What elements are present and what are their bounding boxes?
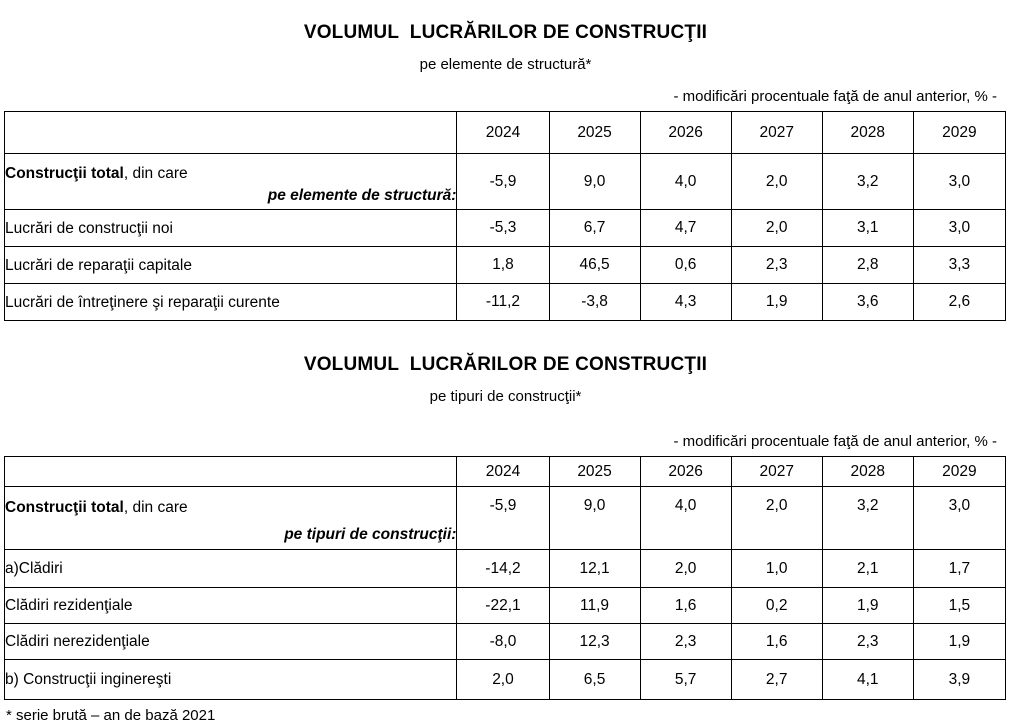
row-label-cladiri: a)Clădiri <box>5 550 457 588</box>
cell-rezidentiale-2029: 1,5 <box>913 588 1005 624</box>
cell-nerezidentiale-2028: 2,3 <box>822 624 913 660</box>
section-elemente-de-structura <box>0 0 1011 321</box>
cell-total-2028: 3,2 <box>822 154 913 210</box>
cell-total-2027: 2,0 <box>731 154 822 210</box>
cell-capitale-2026: 0,6 <box>640 247 731 284</box>
cell-total-2028: 3,2 <box>822 487 913 550</box>
cell-nerezidentiale-2029: 1,9 <box>913 624 1005 660</box>
table-row <box>5 487 1006 550</box>
cell-noi-2026: 4,7 <box>640 210 731 247</box>
section1-units-note: - modificări procentuale faţă de anul anterior, % - <box>673 88 997 105</box>
cell-rezidentiale-2028: 1,9 <box>822 588 913 624</box>
cell-cladiri-2026: 2,0 <box>640 550 731 588</box>
cell-rezidentiale-2027: 0,2 <box>731 588 822 624</box>
cell-total-2026: 4,0 <box>640 487 731 550</box>
row-label-total-subtitle: pe tipuri de construcţii: <box>284 526 457 543</box>
cell-noi-2025: 6,7 <box>549 210 640 247</box>
cell-rezidentiale-2026: 1,6 <box>640 588 731 624</box>
year-header-2025: 2025 <box>549 457 640 487</box>
row-label-intretinere: Lucrări de întreţinere şi reparaţii curente <box>5 284 457 321</box>
cell-total-2026: 4,0 <box>640 154 731 210</box>
table-tipuri-de-constructii <box>4 456 1006 700</box>
section1-main-title: VOLUMUL LUCRĂRILOR DE CONSTRUCŢII <box>303 22 708 43</box>
table-header-row <box>5 457 1006 487</box>
row-label-total <box>5 487 457 550</box>
year-header-2028: 2028 <box>822 457 913 487</box>
row-label-total-bold: Construcţii total <box>5 164 124 182</box>
table-row <box>5 154 1006 210</box>
cell-total-2025: 9,0 <box>549 487 640 550</box>
section-tipuri-de-constructii <box>0 340 1011 726</box>
table-header-row <box>5 112 1006 154</box>
section2-table-wrapper <box>0 456 1011 700</box>
year-header-2026: 2026 <box>640 457 731 487</box>
year-header-2027: 2027 <box>731 457 822 487</box>
table-row <box>5 660 1006 700</box>
row-label-total-subtitle: pe elemente de structură: <box>267 186 457 204</box>
section2-title-block <box>0 340 1011 408</box>
table-row <box>5 624 1006 660</box>
row-label-total-rest: , din care <box>123 164 188 182</box>
cell-total-2025: 9,0 <box>549 154 640 210</box>
corner-header-cell <box>5 112 457 154</box>
row-label-total-bold: Construcţii total <box>5 499 124 516</box>
cell-capitale-2029: 3,3 <box>913 247 1005 284</box>
cell-capitale-2028: 2,8 <box>822 247 913 284</box>
row-label-total <box>5 154 457 210</box>
cell-noi-2024: -5,3 <box>457 210 549 247</box>
row-label-cladiri-nerezidentiale: Clădiri nerezidenţiale <box>5 624 457 660</box>
year-header-2028: 2028 <box>822 112 913 154</box>
cell-nerezidentiale-2027: 1,6 <box>731 624 822 660</box>
row-label-total-rest: , din care <box>123 499 188 516</box>
cell-inginerest-2026: 5,7 <box>640 660 731 700</box>
table-row <box>5 588 1006 624</box>
cell-intretinere-2025: -3,8 <box>549 284 640 321</box>
cell-capitale-2025: 46,5 <box>549 247 640 284</box>
cell-inginerest-2027: 2,7 <box>731 660 822 700</box>
cell-intretinere-2026: 4,3 <box>640 284 731 321</box>
cell-rezidentiale-2025: 11,9 <box>549 588 640 624</box>
table-row <box>5 550 1006 588</box>
cell-noi-2027: 2,0 <box>731 210 822 247</box>
table-row <box>5 284 1006 321</box>
cell-cladiri-2027: 1,0 <box>731 550 822 588</box>
cell-total-2027: 2,0 <box>731 487 822 550</box>
cell-noi-2028: 3,1 <box>822 210 913 247</box>
cell-inginerest-2029: 3,9 <box>913 660 1005 700</box>
cell-cladiri-2024: -14,2 <box>457 550 549 588</box>
section1-table-wrapper <box>0 111 1011 321</box>
cell-cladiri-2028: 2,1 <box>822 550 913 588</box>
cell-noi-2029: 3,0 <box>913 210 1005 247</box>
cell-inginerest-2025: 6,5 <box>549 660 640 700</box>
year-header-2029: 2029 <box>913 112 1005 154</box>
row-label-cladiri-rezidentiale: Clădiri rezidenţiale <box>5 588 457 624</box>
section1-subtitle: pe elemente de structură* <box>419 56 592 73</box>
row-label-reparatii-capitale: Lucrări de reparaţii capitale <box>5 247 457 284</box>
cell-cladiri-2029: 1,7 <box>913 550 1005 588</box>
cell-intretinere-2027: 1,9 <box>731 284 822 321</box>
corner-header-cell <box>5 457 457 487</box>
year-header-2029: 2029 <box>913 457 1005 487</box>
year-header-2026: 2026 <box>640 112 731 154</box>
row-label-constructii-noi: Lucrări de construcţii noi <box>5 210 457 247</box>
cell-nerezidentiale-2024: -8,0 <box>457 624 549 660</box>
year-header-2024: 2024 <box>457 457 549 487</box>
section2-units-note: - modificări procentuale faţă de anul anterior, % - <box>673 433 997 450</box>
cell-inginerest-2028: 4,1 <box>822 660 913 700</box>
section2-main-title: VOLUMUL LUCRĂRILOR DE CONSTRUCŢII <box>303 354 708 375</box>
table-elemente-de-structura <box>4 111 1006 321</box>
cell-rezidentiale-2024: -22,1 <box>457 588 549 624</box>
cell-total-2029: 3,0 <box>913 487 1005 550</box>
section1-title-block <box>0 0 1011 76</box>
cell-intretinere-2028: 3,6 <box>822 284 913 321</box>
cell-nerezidentiale-2025: 12,3 <box>549 624 640 660</box>
row-label-constructii-inginere sti: b) Construcţii inginereşti <box>5 660 457 700</box>
cell-total-2024: -5,9 <box>457 487 549 550</box>
cell-intretinere-2029: 2,6 <box>913 284 1005 321</box>
table-row <box>5 247 1006 284</box>
year-header-2024: 2024 <box>457 112 549 154</box>
cell-total-2024: -5,9 <box>457 154 549 210</box>
section2-subtitle: pe tipuri de construcţii* <box>429 388 582 405</box>
cell-inginerest-2024: 2,0 <box>457 660 549 700</box>
table-row <box>5 210 1006 247</box>
cell-nerezidentiale-2026: 2,3 <box>640 624 731 660</box>
year-header-2027: 2027 <box>731 112 822 154</box>
document-footnote: * serie brută – an de bază 2021 <box>6 707 216 724</box>
cell-cladiri-2025: 12,1 <box>549 550 640 588</box>
year-header-2025: 2025 <box>549 112 640 154</box>
cell-capitale-2027: 2,3 <box>731 247 822 284</box>
cell-intretinere-2024: -11,2 <box>457 284 549 321</box>
cell-total-2029: 3,0 <box>913 154 1005 210</box>
cell-capitale-2024: 1,8 <box>457 247 549 284</box>
